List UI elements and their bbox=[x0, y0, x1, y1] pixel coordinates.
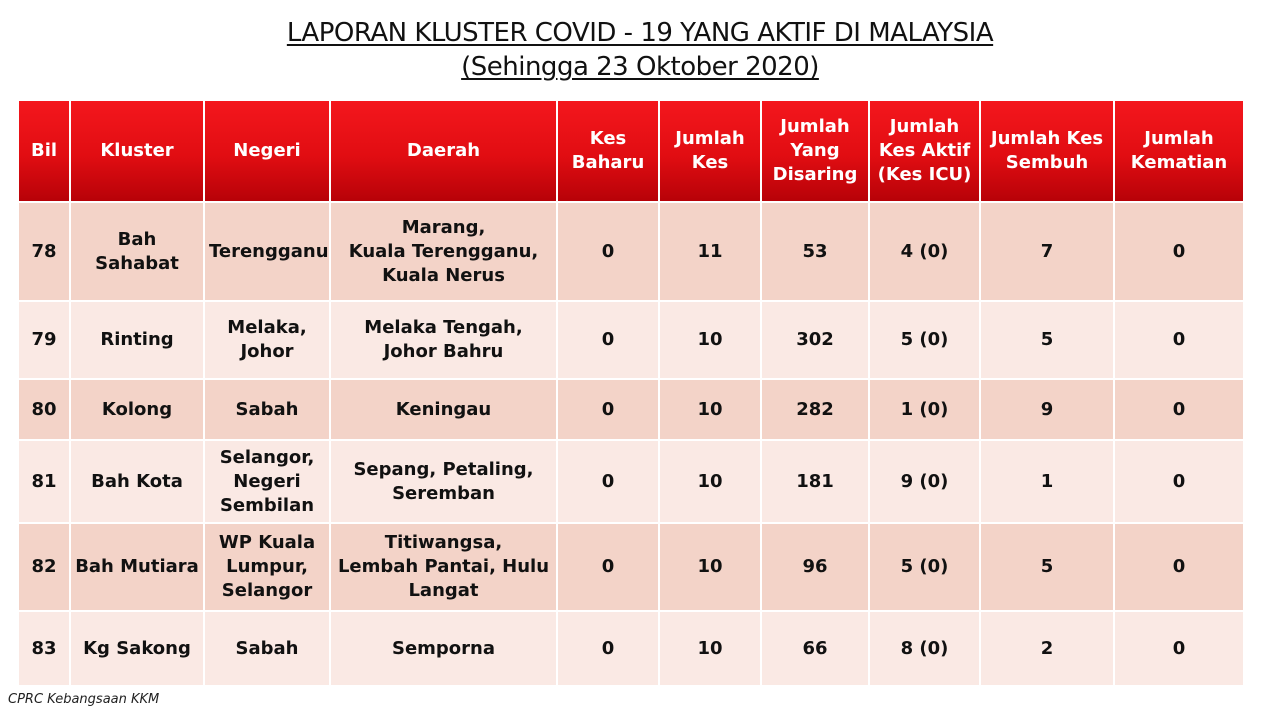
cell-jumlah-kes: 10 bbox=[659, 301, 761, 379]
header-kes-sembuh: Jumlah Kes Sembuh bbox=[980, 100, 1114, 202]
cell-kes-sembuh: 5 bbox=[980, 523, 1114, 611]
cell-jumlah-kes: 10 bbox=[659, 379, 761, 440]
cell-kes-aktif: 5 (0) bbox=[869, 301, 980, 379]
cell-kes-aktif: 8 (0) bbox=[869, 611, 980, 686]
cell-bil: 82 bbox=[18, 523, 70, 611]
cell-daerah: Titiwangsa, Lembah Pantai, Hulu Langat bbox=[330, 523, 557, 611]
cell-kematian: 0 bbox=[1114, 611, 1244, 686]
cell-negeri: Melaka, Johor bbox=[204, 301, 330, 379]
cell-kes-sembuh: 2 bbox=[980, 611, 1114, 686]
cell-jumlah-kes: 10 bbox=[659, 523, 761, 611]
table-row bbox=[18, 379, 1244, 440]
cell-kes-sembuh: 7 bbox=[980, 202, 1114, 301]
cell-kes-sembuh: 5 bbox=[980, 301, 1114, 379]
header-daerah: Daerah bbox=[330, 100, 557, 202]
header-negeri: Negeri bbox=[204, 100, 330, 202]
cell-kes-baharu: 0 bbox=[557, 301, 659, 379]
cell-daerah: Sepang, Petaling, Seremban bbox=[330, 440, 557, 523]
table-row bbox=[18, 523, 1244, 611]
cell-jumlah-disaring: 282 bbox=[761, 379, 869, 440]
header-bil: Bil bbox=[18, 100, 70, 202]
cell-jumlah-disaring: 181 bbox=[761, 440, 869, 523]
cell-jumlah-kes: 10 bbox=[659, 440, 761, 523]
cell-kluster: Bah Mutiara bbox=[70, 523, 204, 611]
cell-jumlah-kes: 10 bbox=[659, 611, 761, 686]
cell-daerah: Keningau bbox=[330, 379, 557, 440]
cell-kematian: 0 bbox=[1114, 523, 1244, 611]
header-kes-baharu: Kes Baharu bbox=[557, 100, 659, 202]
cell-kes-aktif: 1 (0) bbox=[869, 379, 980, 440]
cell-negeri: Selangor, Negeri Sembilan bbox=[204, 440, 330, 523]
cell-kes-baharu: 0 bbox=[557, 379, 659, 440]
cell-kematian: 0 bbox=[1114, 301, 1244, 379]
cell-kes-aktif: 5 (0) bbox=[869, 523, 980, 611]
cell-negeri: Sabah bbox=[204, 611, 330, 686]
cell-jumlah-disaring: 66 bbox=[761, 611, 869, 686]
header-kes-aktif: Jumlah Kes Aktif (Kes ICU) bbox=[869, 100, 980, 202]
table-row bbox=[18, 440, 1244, 523]
cell-daerah: Marang, Kuala Terengganu, Kuala Nerus bbox=[330, 202, 557, 301]
cell-bil: 81 bbox=[18, 440, 70, 523]
cell-negeri: Sabah bbox=[204, 379, 330, 440]
cell-bil: 79 bbox=[18, 301, 70, 379]
cell-jumlah-disaring: 96 bbox=[761, 523, 869, 611]
report-title-line1: LAPORAN KLUSTER COVID - 19 YANG AKTIF DI MALAYSIA bbox=[286, 18, 994, 48]
cell-daerah: Melaka Tengah, Johor Bahru bbox=[330, 301, 557, 379]
cell-negeri: Terengganu bbox=[204, 202, 330, 301]
cell-kes-sembuh: 9 bbox=[980, 379, 1114, 440]
cell-kes-baharu: 0 bbox=[557, 523, 659, 611]
cell-kes-baharu: 0 bbox=[557, 202, 659, 301]
cell-kematian: 0 bbox=[1114, 440, 1244, 523]
header-kematian: Jumlah Kematian bbox=[1114, 100, 1244, 202]
cell-kematian: 0 bbox=[1114, 379, 1244, 440]
cluster-table bbox=[17, 99, 1245, 687]
table-header-row bbox=[18, 100, 1244, 202]
cell-kes-aktif: 4 (0) bbox=[869, 202, 980, 301]
table-row bbox=[18, 611, 1244, 686]
cell-kes-aktif: 9 (0) bbox=[869, 440, 980, 523]
cell-kes-baharu: 0 bbox=[557, 611, 659, 686]
cell-kluster: Bah Sahabat bbox=[70, 202, 204, 301]
cell-jumlah-disaring: 53 bbox=[761, 202, 869, 301]
source-footnote: CPRC Kebangsaan KKM bbox=[8, 692, 160, 707]
cell-bil: 83 bbox=[18, 611, 70, 686]
cell-daerah: Semporna bbox=[330, 611, 557, 686]
cell-bil: 80 bbox=[18, 379, 70, 440]
cell-kluster: Kolong bbox=[70, 379, 204, 440]
cell-kluster: Bah Kota bbox=[70, 440, 204, 523]
cell-kematian: 0 bbox=[1114, 202, 1244, 301]
cell-kes-sembuh: 1 bbox=[980, 440, 1114, 523]
table-row bbox=[18, 301, 1244, 379]
header-kluster: Kluster bbox=[70, 100, 204, 202]
cell-bil: 78 bbox=[18, 202, 70, 301]
report-title bbox=[0, 16, 1280, 84]
header-jumlah-kes: Jumlah Kes bbox=[659, 100, 761, 202]
cell-kluster: Rinting bbox=[70, 301, 204, 379]
cell-kes-baharu: 0 bbox=[557, 440, 659, 523]
cell-jumlah-disaring: 302 bbox=[761, 301, 869, 379]
report-title-line2: (Sehingga 23 Oktober 2020) bbox=[461, 52, 819, 82]
table-row bbox=[18, 202, 1244, 301]
cell-jumlah-kes: 11 bbox=[659, 202, 761, 301]
cell-kluster: Kg Sakong bbox=[70, 611, 204, 686]
cell-negeri: WP Kuala Lumpur, Selangor bbox=[204, 523, 330, 611]
header-jumlah-disaring: Jumlah Yang Disaring bbox=[761, 100, 869, 202]
